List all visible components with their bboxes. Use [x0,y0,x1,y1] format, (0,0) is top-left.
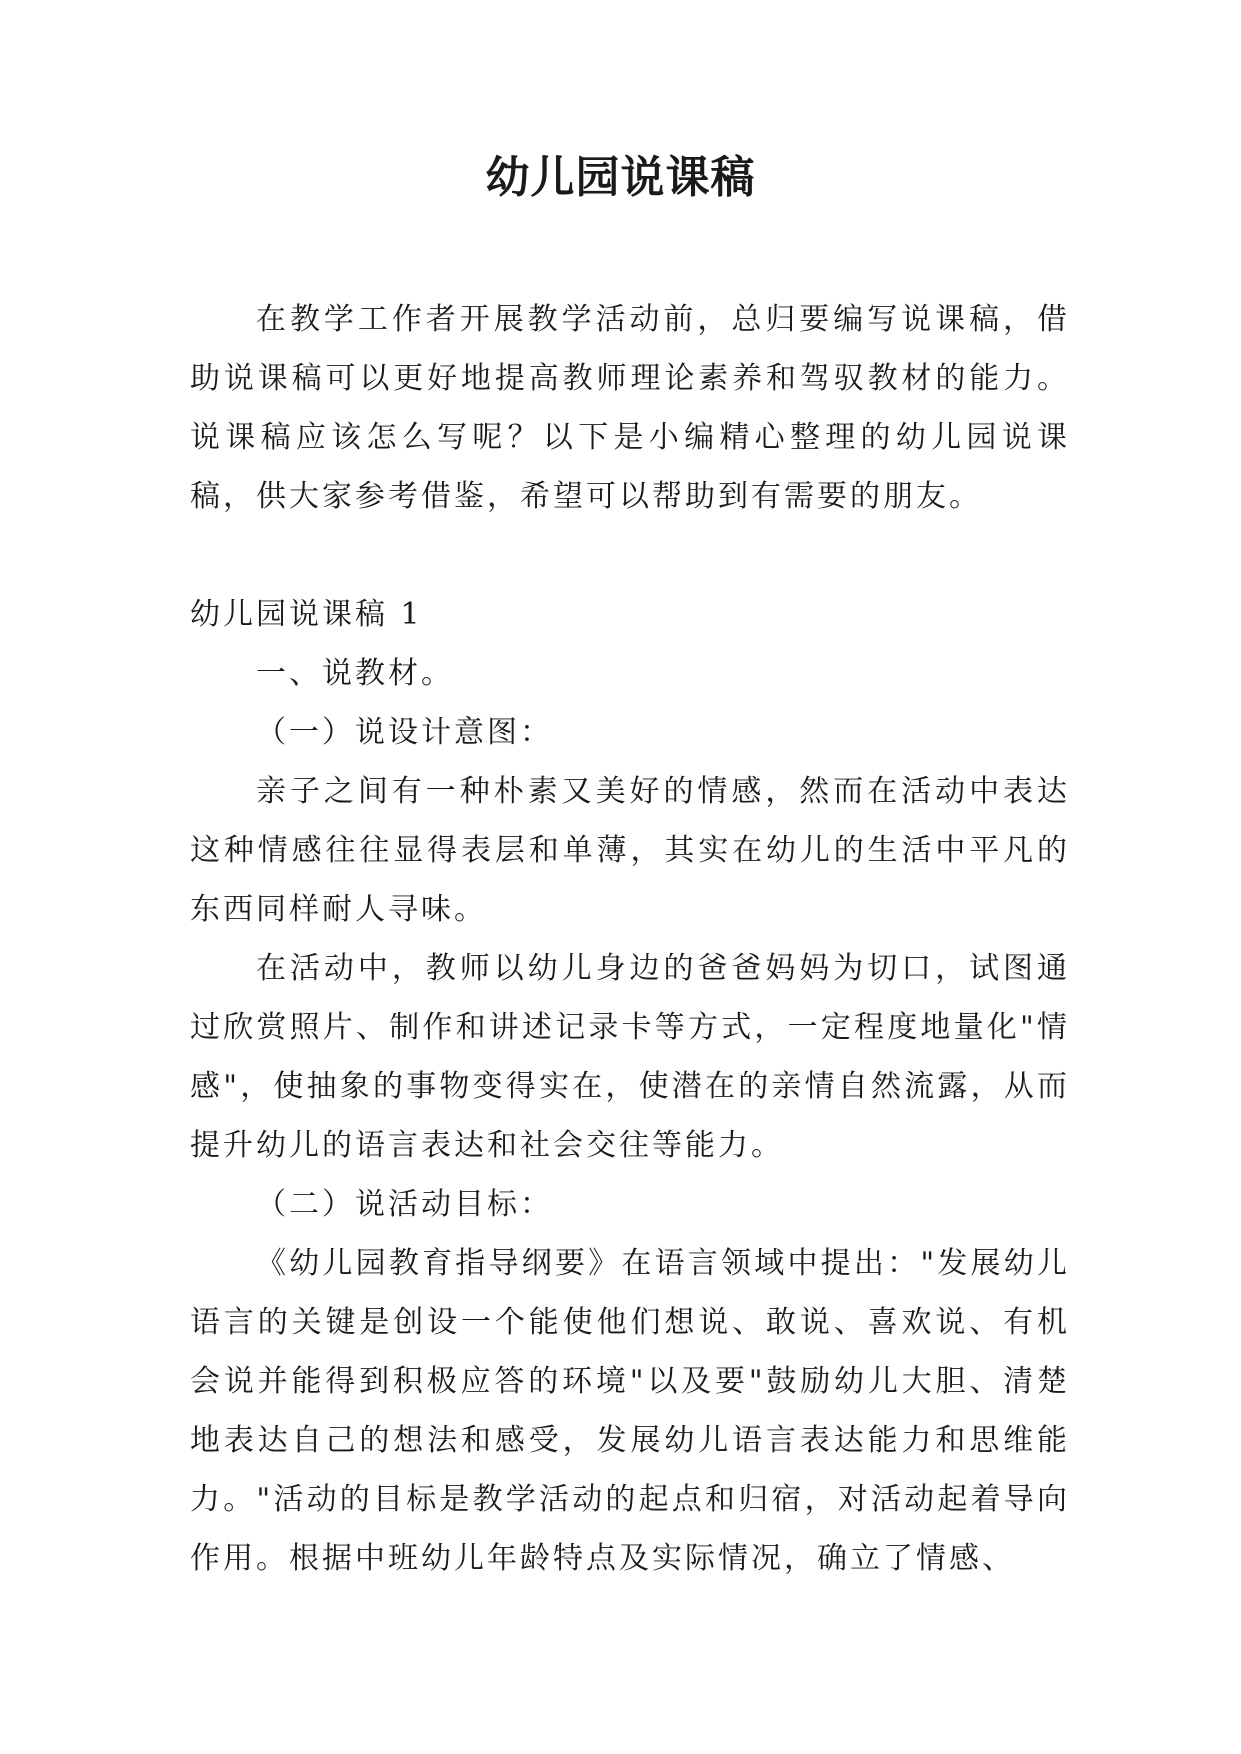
sub1-heading: （一）说设计意图： [256,715,553,750]
sub2-heading: （二）说活动目标： [256,1187,553,1222]
part1-heading: 一、说教材。 [256,656,454,691]
sub1-paragraph-2: 在活动中，教师以幼儿身边的爸爸妈妈为切口，试图通过欣赏照片、制作和讲述记录卡等方式，一定程度地量化"情感"，使抽象的事物变得实在，使潜在的亲情自然流露，从而提升幼儿的语言表达和社会交往等能力。 [190,951,1070,1163]
document-body [190,290,1070,1588]
sub2-paragraph-1: 《幼儿园教育指导纲要》在语言领域中提出："发展幼儿语言的关键是创设一个能使他们想说、敢说、喜欢说、有机会说并能得到积极应答的环境"以及要"鼓励幼儿大胆、清楚地表达自己的想法和感受，发展幼儿语言表达能力和思维能力。"活动的目标是教学活动的起点和归宿，对活动起着导向作用。根据中班幼儿年龄特点及实际情况，确立了情感、 [190,1246,1070,1576]
intro-paragraph: 在教学工作者开展教学活动前，总归要编写说课稿，借助说课稿可以更好地提高教师理论素养和驾驭教材的能力。说课稿应该怎么写呢？以下是小编精心整理的幼儿园说课稿，供大家参考借鉴，希望可以帮助到有需要的朋友。 [190,302,1070,514]
section-heading: 幼儿园说课稿 1 [190,597,423,632]
sub1-paragraph-1: 亲子之间有一种朴素又美好的情感，然而在活动中表达这种情感往往显得表层和单薄，其实在幼儿的生活中平凡的东西同样耐人寻味。 [190,774,1070,927]
page-title: 幼儿园说课稿 [485,152,756,203]
